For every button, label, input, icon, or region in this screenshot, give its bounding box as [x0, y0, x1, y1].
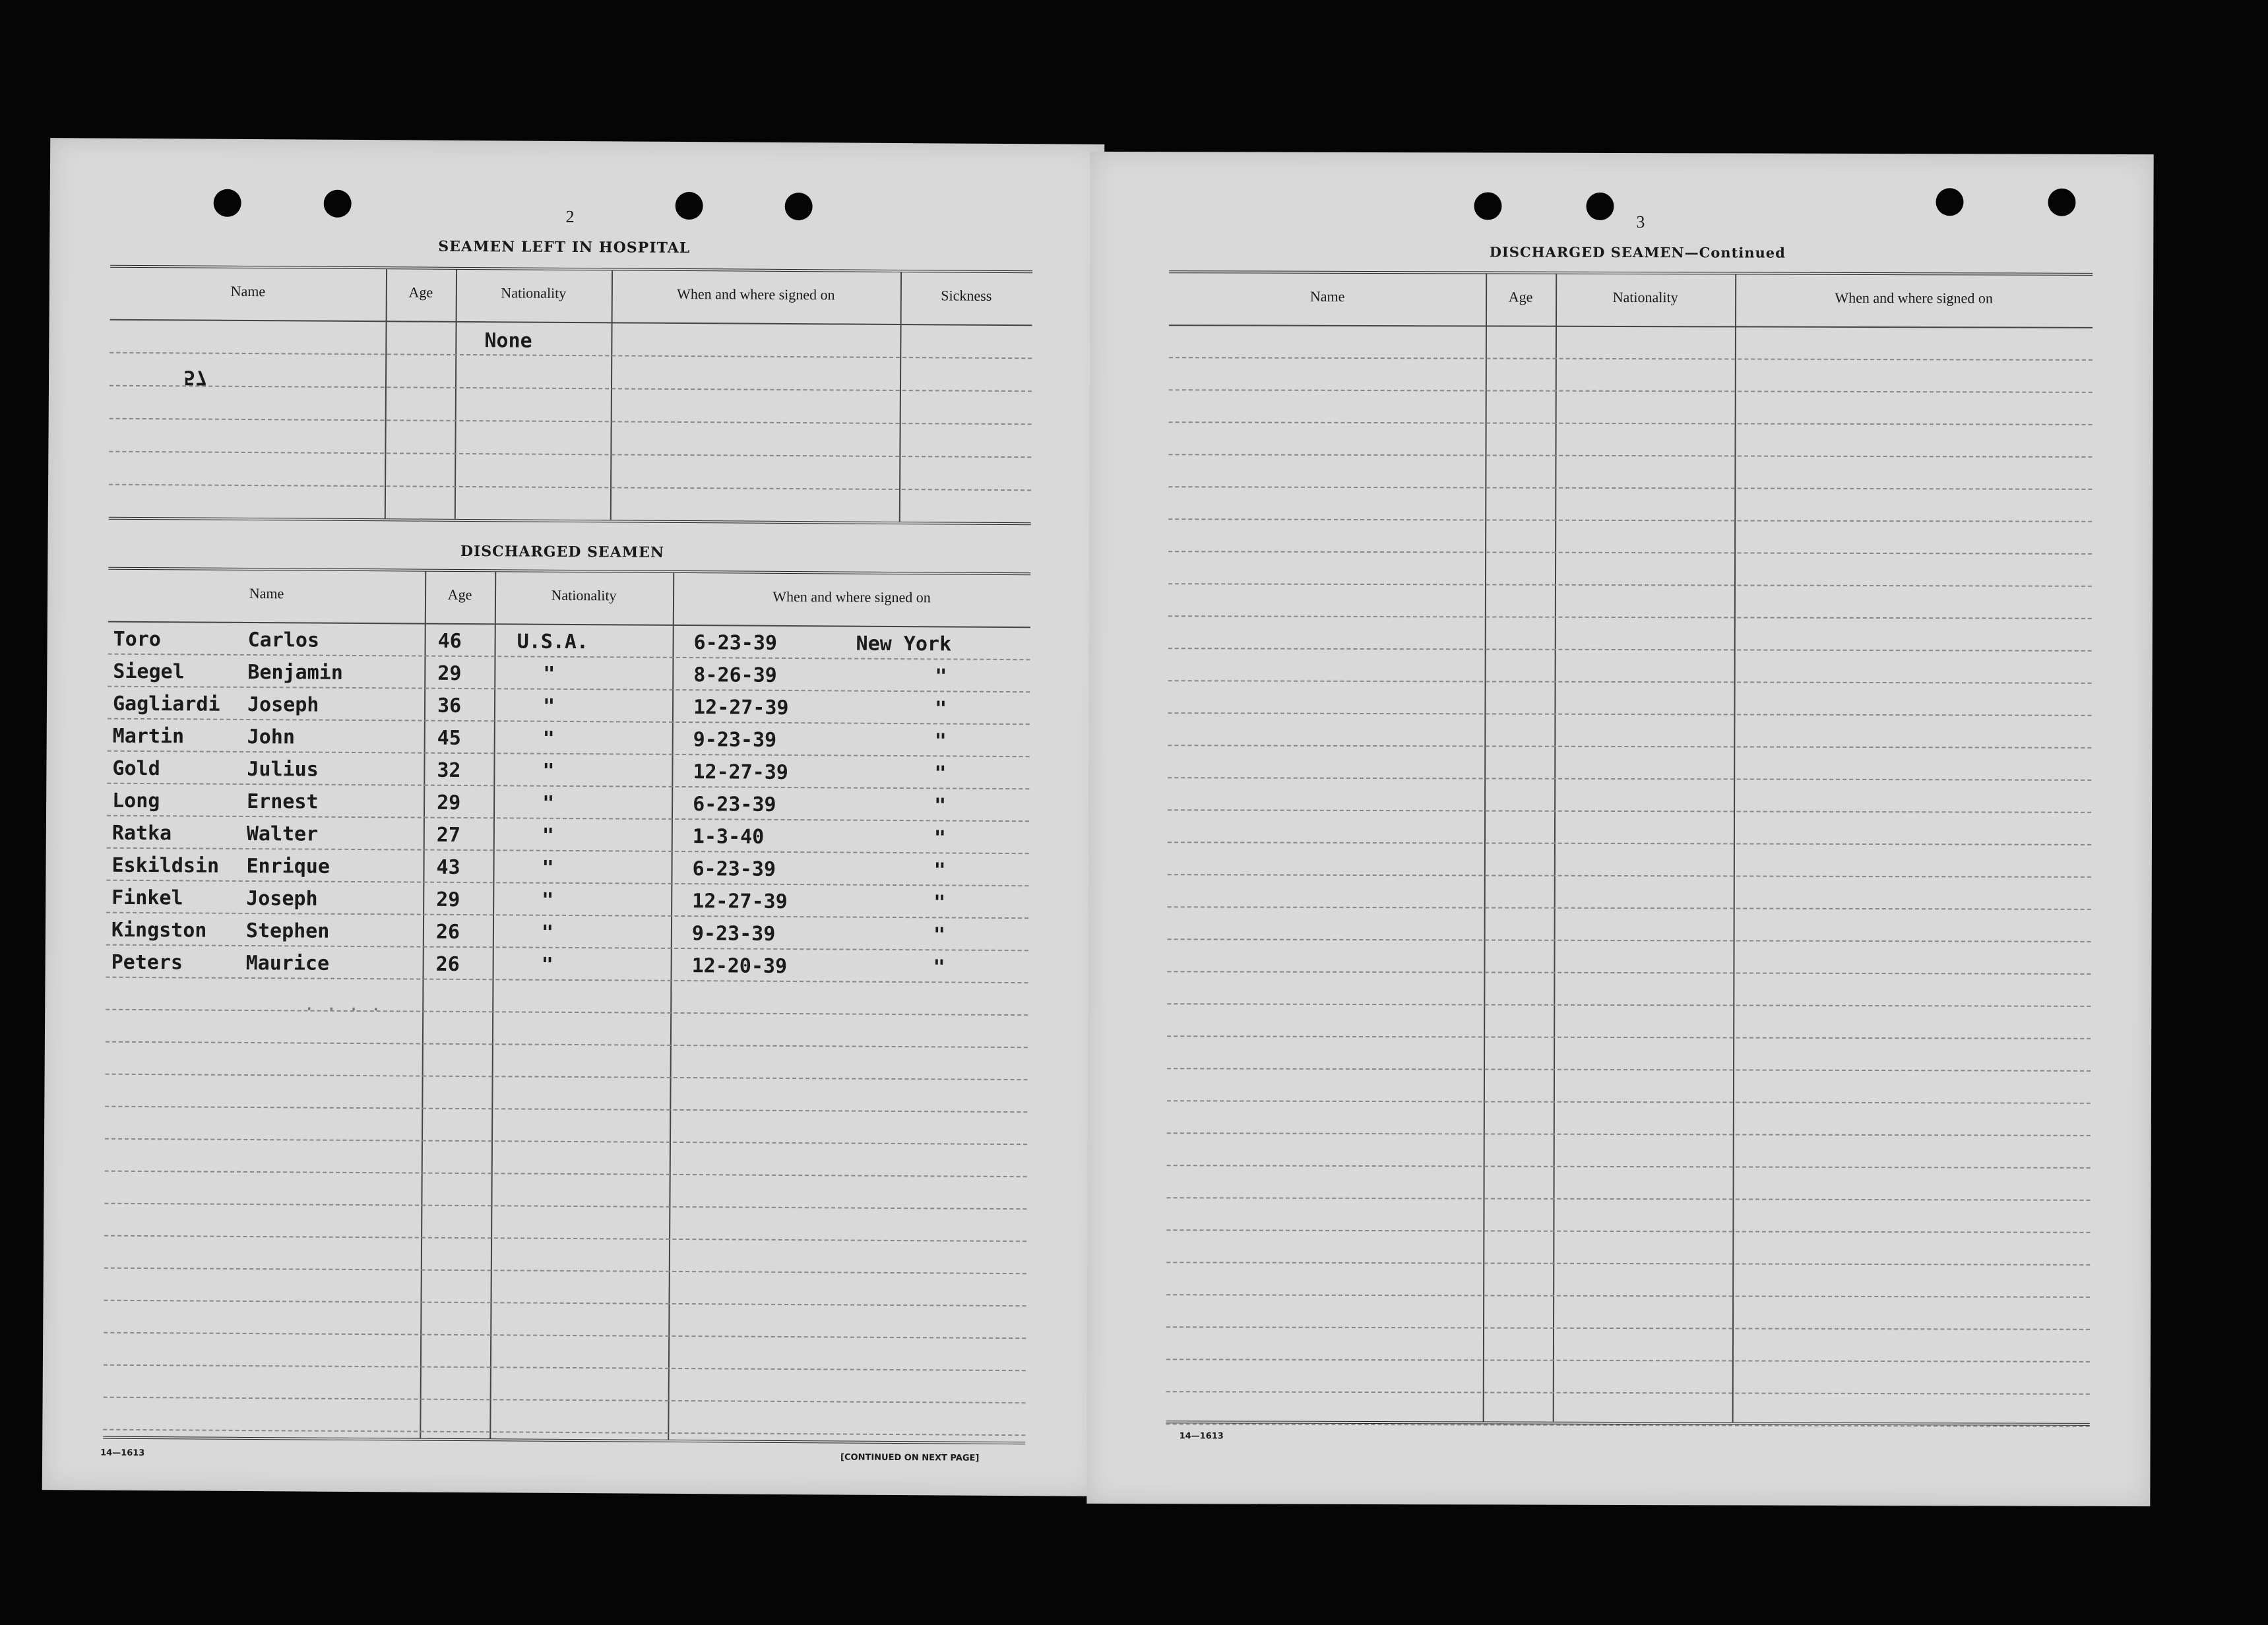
col-header-nationality: Nationality [501, 284, 567, 301]
seaman-signed-on-date: 12-27-39 [692, 890, 788, 913]
seaman-age: 32 [437, 758, 461, 782]
seaman-first-name: John [247, 725, 296, 749]
table-row [108, 718, 1030, 725]
continued-note: [CONTINUED ON NEXT PAGE] [840, 1452, 980, 1463]
seaman-age: 29 [437, 661, 462, 685]
table-row [1168, 680, 2092, 684]
left-page [42, 138, 1104, 1496]
seaman-signed-on-place: " [934, 762, 947, 785]
table-row [105, 1106, 1027, 1113]
seaman-last-name: Gold [112, 756, 160, 781]
table-row [106, 1041, 1028, 1049]
continued-table [1166, 270, 2093, 1426]
table-row [1167, 1132, 2091, 1136]
punch-hole [1474, 192, 1501, 220]
seaman-first-name: Ernest [247, 789, 319, 814]
column-rule [668, 573, 674, 1440]
table-row [110, 418, 1032, 425]
seaman-age: 27 [436, 823, 461, 847]
table-row [106, 1009, 1028, 1016]
seaman-last-name: Eskildsin [111, 853, 220, 878]
punch-hole [2048, 189, 2075, 216]
table-row [109, 451, 1031, 458]
seaman-first-name: Julius [247, 757, 319, 782]
seaman-first-name: Joseph [247, 692, 319, 717]
seaman-signed-on-date: 8-26-39 [693, 663, 777, 687]
table-row [108, 751, 1030, 758]
page-number: 2 [565, 206, 575, 226]
table-row [107, 783, 1029, 790]
column-rule [1483, 274, 1488, 1421]
table-row [1168, 583, 2092, 587]
seaman-first-name: Stephen [245, 919, 330, 943]
table-row [104, 1300, 1026, 1307]
seaman-signed-on-date: 9-23-39 [691, 922, 776, 946]
punch-hole [676, 192, 703, 220]
table-row [104, 1364, 1026, 1372]
table-row [104, 1203, 1026, 1210]
table-row [1166, 1423, 2090, 1427]
table-row [1168, 809, 2091, 813]
column-rule [420, 572, 426, 1438]
table-row [1168, 648, 2092, 652]
col-header-name: Name [1309, 288, 1345, 305]
table-row [1168, 615, 2092, 619]
col-header-signed-on: When and where signed on [772, 588, 931, 606]
table-row [1166, 1294, 2090, 1298]
seaman-last-name: Long [112, 789, 160, 813]
punch-hole [324, 190, 352, 218]
seaman-signed-on-place: " [933, 956, 945, 979]
seaman-last-name: Kingston [111, 918, 207, 942]
punch-hole [214, 189, 241, 217]
seaman-signed-on-date: 6-23-39 [692, 857, 776, 881]
column-rule [1732, 274, 1737, 1422]
column-rule [489, 572, 496, 1438]
seaman-nationality: " [541, 953, 553, 977]
seaman-first-name: Maurice [245, 951, 330, 975]
table-row [1168, 777, 2091, 781]
seaman-nationality: " [542, 727, 555, 751]
seaman-first-name: Walter [246, 822, 319, 846]
seaman-signed-on-date: 12-27-39 [693, 760, 789, 784]
form-number: 14—1613 [1179, 1431, 1224, 1442]
hospital-table [109, 265, 1032, 526]
seaman-last-name: Siegel [113, 659, 185, 684]
seaman-signed-on-place: " [933, 859, 946, 882]
table-row [106, 912, 1028, 919]
table-row [105, 1138, 1027, 1146]
faint-stray-mark: . . . . [303, 993, 382, 1016]
seaman-signed-on-place: " [934, 794, 947, 818]
seaman-signed-on-place: " [934, 697, 947, 721]
seaman-last-name: Ratka [111, 821, 172, 845]
page-number: 3 [1636, 212, 1645, 232]
seaman-age: 43 [436, 855, 460, 879]
table-row [1168, 712, 2091, 716]
col-header-age: Age [447, 586, 472, 603]
table-row [1168, 518, 2092, 522]
col-header-age: Age [1508, 288, 1533, 305]
discharged-table [103, 567, 1030, 1445]
table-row [106, 1074, 1028, 1081]
table-row [109, 484, 1031, 491]
seaman-signed-on-place: " [935, 665, 947, 689]
seaman-first-name: Carlos [247, 628, 320, 652]
right-page [1087, 152, 2153, 1506]
seaman-last-name: Peters [111, 950, 183, 975]
discharged-section-title: DISCHARGED SEAMEN [460, 542, 665, 561]
seaman-first-name: Benjamin [247, 660, 343, 685]
col-header-age: Age [408, 284, 433, 301]
continued-table-header [1169, 273, 2093, 328]
col-header-signed-on: When and where signed on [677, 285, 835, 303]
table-row [107, 847, 1029, 855]
hospital-section-title: SEAMEN LEFT IN HOSPITAL [438, 237, 691, 257]
discharged-table-header [108, 570, 1030, 629]
col-header-name: Name [230, 282, 266, 300]
seaman-signed-on-date: 12-20-39 [691, 954, 788, 978]
continued-section-title: DISCHARGED SEAMEN—Continued [1489, 243, 1786, 261]
table-row [104, 1332, 1026, 1339]
table-row [1166, 1391, 2090, 1395]
table-row [106, 944, 1028, 952]
seaman-nationality: " [542, 824, 554, 847]
table-row [1167, 1035, 2091, 1039]
table-row [1168, 454, 2092, 458]
seaman-age: 26 [435, 920, 460, 944]
seaman-signed-on-place: " [933, 923, 946, 947]
table-row [1168, 551, 2092, 555]
table-row [1166, 1262, 2090, 1266]
margin-mark: 57 [183, 365, 208, 389]
table-row [104, 1397, 1026, 1404]
table-row [103, 1429, 1025, 1436]
col-header-nationality: Nationality [551, 586, 617, 604]
punch-hole [785, 193, 813, 220]
col-header-sickness: Sickness [941, 287, 992, 304]
seaman-signed-on-place: " [934, 729, 947, 753]
seaman-signed-on-place: " [933, 826, 946, 850]
seaman-age: 29 [436, 888, 460, 911]
seaman-nationality: " [541, 921, 554, 944]
table-row [1167, 1100, 2091, 1104]
seaman-age: 29 [437, 791, 461, 814]
table-row [1167, 1068, 2091, 1072]
seaman-signed-on-date: 12-27-39 [693, 696, 789, 720]
hospital-table-header [110, 268, 1032, 326]
table-row [1169, 389, 2093, 393]
table-row [1168, 874, 2091, 878]
seaman-first-name: Joseph [246, 886, 318, 911]
table-row [110, 352, 1032, 359]
table-row [1167, 1003, 2091, 1007]
seaman-nationality: " [542, 694, 555, 718]
table-row [106, 880, 1028, 887]
seaman-signed-on-place: New York [856, 632, 952, 656]
table-row [1168, 906, 2091, 910]
seaman-age: 45 [437, 726, 461, 750]
seaman-signed-on-date: 6-23-39 [693, 631, 778, 655]
seaman-last-name: Gagliardi [112, 692, 220, 716]
table-row [105, 1171, 1027, 1178]
table-row [107, 815, 1029, 822]
seaman-first-name: Enrique [246, 854, 331, 878]
seaman-signed-on-place: " [933, 891, 946, 915]
seaman-nationality: " [543, 662, 555, 686]
seaman-last-name: Martin [112, 724, 185, 749]
seaman-last-name: Finkel [111, 886, 183, 910]
form-number: 14—1613 [100, 1448, 145, 1459]
table-row [1167, 1165, 2091, 1169]
seaman-age: 26 [435, 952, 460, 976]
seaman-nationality: " [542, 759, 555, 783]
column-rule [1553, 274, 1558, 1422]
punch-hole [1586, 193, 1614, 220]
table-row [1166, 1229, 2090, 1233]
table-row [1168, 938, 2091, 942]
seaman-nationality: " [542, 791, 555, 815]
table-row [104, 1235, 1026, 1242]
table-row [110, 385, 1032, 392]
seaman-signed-on-date: 9-23-39 [693, 728, 777, 752]
seaman-last-name: Toro [113, 627, 161, 652]
table-row [1169, 421, 2093, 425]
table-row [1168, 842, 2091, 845]
table-row [108, 686, 1030, 693]
punch-hole [1936, 188, 1963, 216]
seaman-signed-on-date: 6-23-39 [693, 793, 776, 816]
seaman-nationality: U.S.A. [517, 630, 589, 654]
table-row [1167, 971, 2091, 975]
table-row [1167, 1197, 2091, 1201]
col-header-signed-on: When and where signed on [1835, 289, 1993, 307]
table-row [1166, 1359, 2090, 1363]
col-header-name: Name [249, 584, 284, 602]
table-row [1169, 357, 2093, 361]
seaman-nationality: " [542, 856, 554, 880]
table-row [1168, 486, 2092, 490]
hospital-nationality-entry: None [484, 329, 532, 353]
seaman-age: 46 [437, 629, 462, 653]
table-row [104, 1268, 1026, 1275]
seaman-nationality: " [542, 888, 554, 912]
seaman-signed-on-date: 1-3-40 [692, 825, 765, 849]
table-row [1166, 1326, 2090, 1330]
table-row [106, 977, 1028, 984]
table-row [1168, 745, 2091, 749]
seaman-age: 36 [437, 694, 462, 718]
col-header-nationality: Nationality [1612, 288, 1678, 306]
